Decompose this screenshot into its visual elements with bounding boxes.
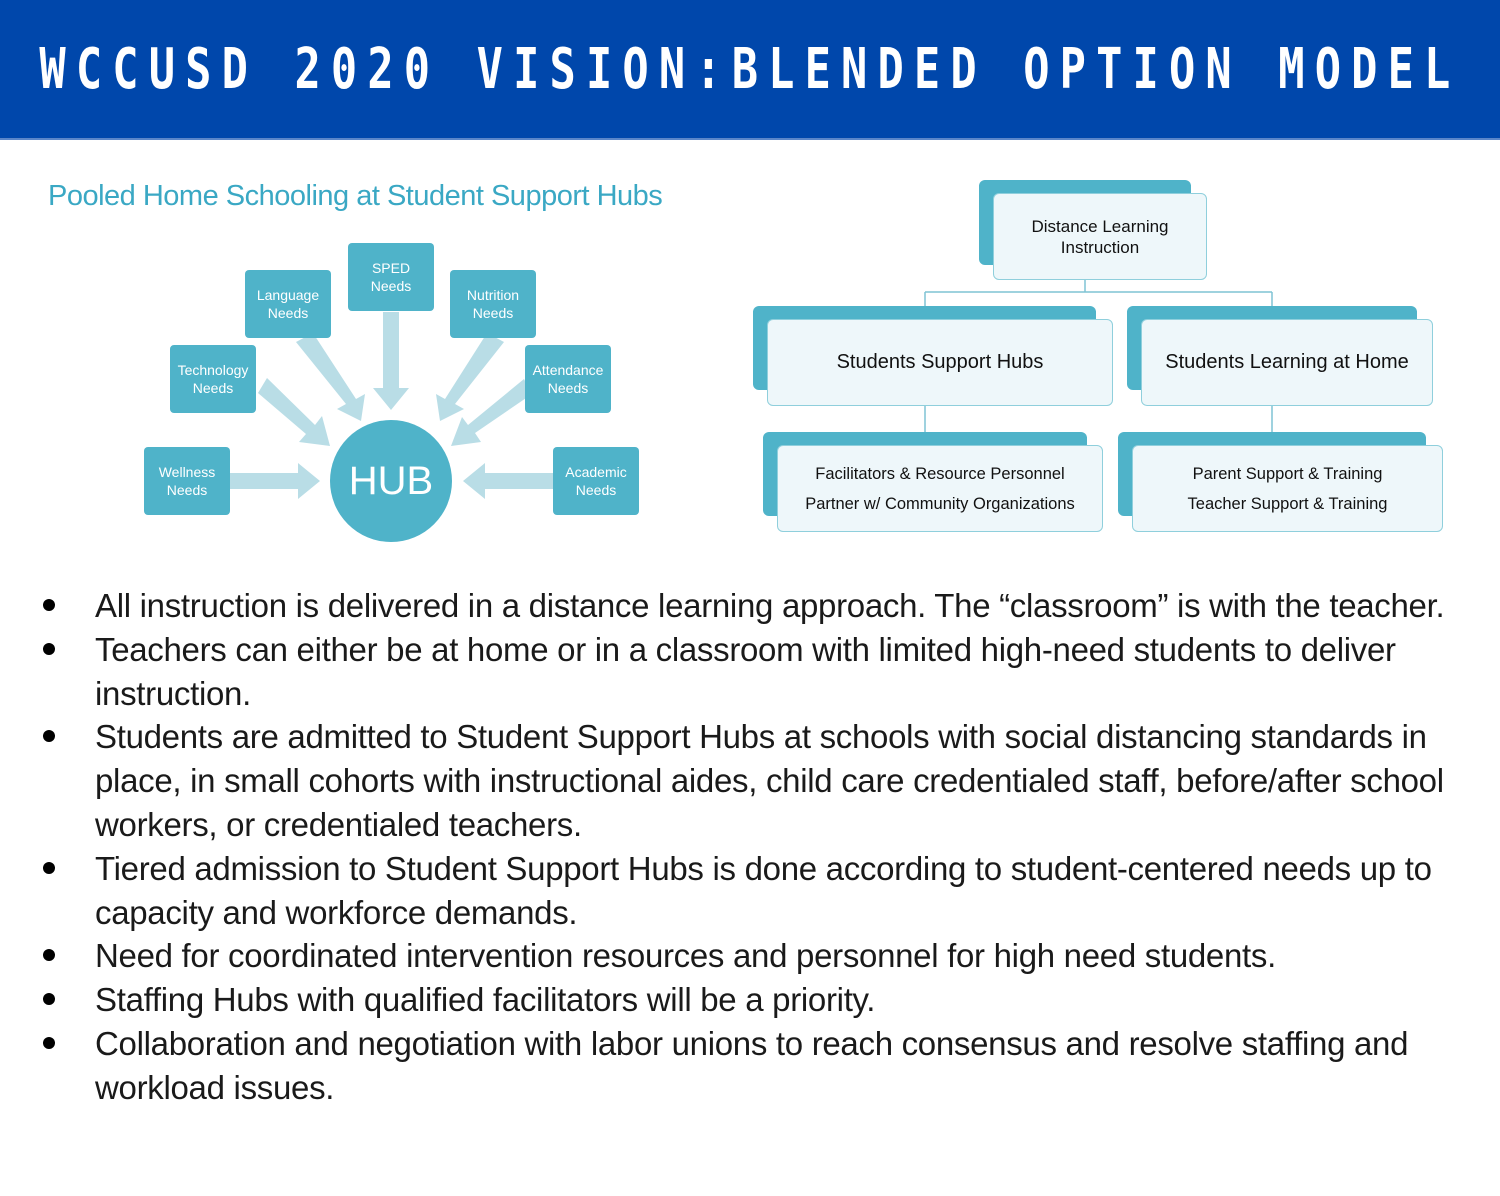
hub-diagram-heading: Pooled Home Schooling at Student Support Hubs [48, 180, 663, 212]
bullet-item: Collaboration and negotiation with labor unions to reach consensus and resolve staffing and workload issues. [40, 1022, 1460, 1110]
org-left-title: Students Support Hubs [836, 351, 1044, 373]
org-left-line-1: Facilitators & Resource Personnel [815, 464, 1065, 483]
org-box-top [993, 193, 1207, 280]
bullet-item: Tiered admission to Student Support Hubs is done according to student-centered needs up to capacity and workforce demands. [40, 847, 1460, 935]
arrow-wellness [230, 463, 320, 499]
org-right-line-1: Parent Support & Training [1192, 464, 1383, 483]
arrow-academic [463, 463, 553, 499]
arrow-language [296, 333, 365, 421]
org-box-right [1141, 319, 1433, 406]
bullet-list [40, 584, 1460, 1110]
org-right-title: Students Learning at Home [1165, 351, 1409, 373]
need-box-attendance: Attendance Needs [525, 345, 611, 413]
need-box-sped: SPED Needs [348, 243, 434, 311]
need-box-academic: Academic Needs [553, 447, 639, 515]
need-box-language: Language Needs [245, 270, 331, 338]
bullet-item: Staffing Hubs with qualified facilitators will be a priority. [40, 978, 1460, 1022]
need-box-technology: Technology Needs [170, 345, 256, 413]
bullet-item: Need for coordinated intervention resources and personnel for high need students. [40, 934, 1460, 978]
org-top-label: Distance Learning Instruction [1031, 216, 1169, 257]
bullet-item: Students are admitted to Student Support Hubs at schools with social distancing standards in place, in small cohorts with instructional aides, child care credentialed staff, before/after school workers, or credentialed teachers. [40, 715, 1460, 846]
org-box-left [767, 319, 1113, 406]
hub-circle: HUB [330, 420, 452, 542]
org-box-right-child [1132, 445, 1443, 532]
org-box-left-child [777, 445, 1103, 532]
bullet-item: Teachers can either be at home or in a classroom with limited high-need students to deliver instruction. [40, 628, 1460, 716]
need-box-nutrition: Nutrition Needs [450, 270, 536, 338]
org-right-line-2: Teacher Support & Training [1187, 494, 1388, 513]
arrow-technology [258, 378, 330, 446]
org-left-line-2: Partner w/ Community Organizations [805, 494, 1075, 513]
arrow-sped [373, 312, 409, 410]
page-title: WCCUSD 2020 VISION:BLENDED OPTION MODEL [39, 36, 1461, 102]
bullet-item: All instruction is delivered in a distance learning approach. The “classroom” is with the teacher. [40, 584, 1460, 628]
need-box-wellness: Wellness Needs [144, 447, 230, 515]
